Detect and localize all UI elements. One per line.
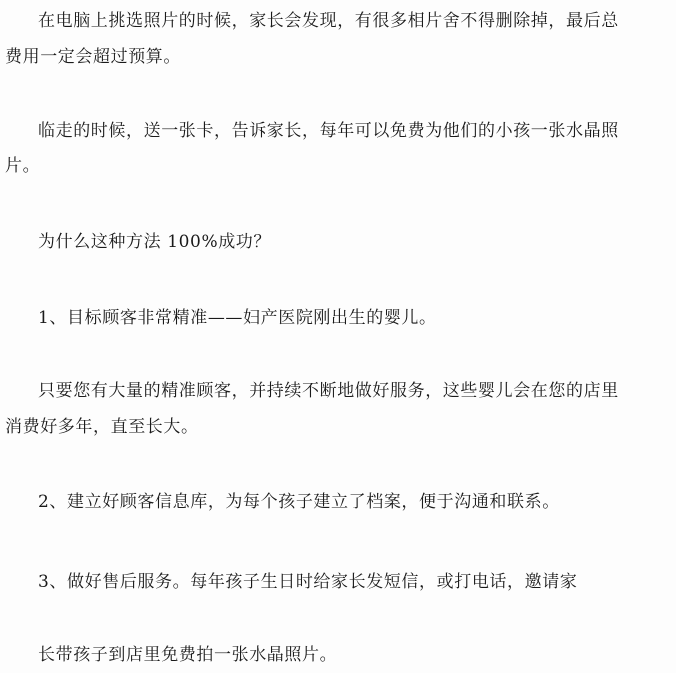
point-2-line: 2、建立好顾客信息库，为每个孩子建立了档案，便于沟通和联系。 xyxy=(38,492,560,512)
point-3-line-2: 长带孩子到店里免费拍一张水晶照片。 xyxy=(38,645,338,665)
point-3-line-1: 3、做好售后服务。每年孩子生日时给家长发短信，或打电话，邀请家 xyxy=(38,572,578,592)
paragraph-5-line-1: 只要您有大量的精准顾客，并持续不断地做好服务，这些婴儿会在您的店里 xyxy=(38,381,619,401)
paragraph-2-line-1: 临走的时候，送一张卡，告诉家长，每年可以免费为他们的小孩一张水晶照 xyxy=(38,121,619,141)
paragraph-1-line-2: 费用一定会超过预算。 xyxy=(5,47,181,67)
paragraph-5-line-2: 消费好多年，直至长大。 xyxy=(5,417,199,437)
question-line: 为什么这种方法 100%成功？ xyxy=(38,232,272,252)
paragraph-2-line-2: 片。 xyxy=(5,156,41,176)
point-1-line: 1、目标顾客非常精准——妇产医院刚出生的婴儿。 xyxy=(38,308,437,328)
paragraph-1-line-1: 在电脑上挑选照片的时候，家长会发现，有很多相片舍不得删除掉，最后总 xyxy=(38,11,619,31)
